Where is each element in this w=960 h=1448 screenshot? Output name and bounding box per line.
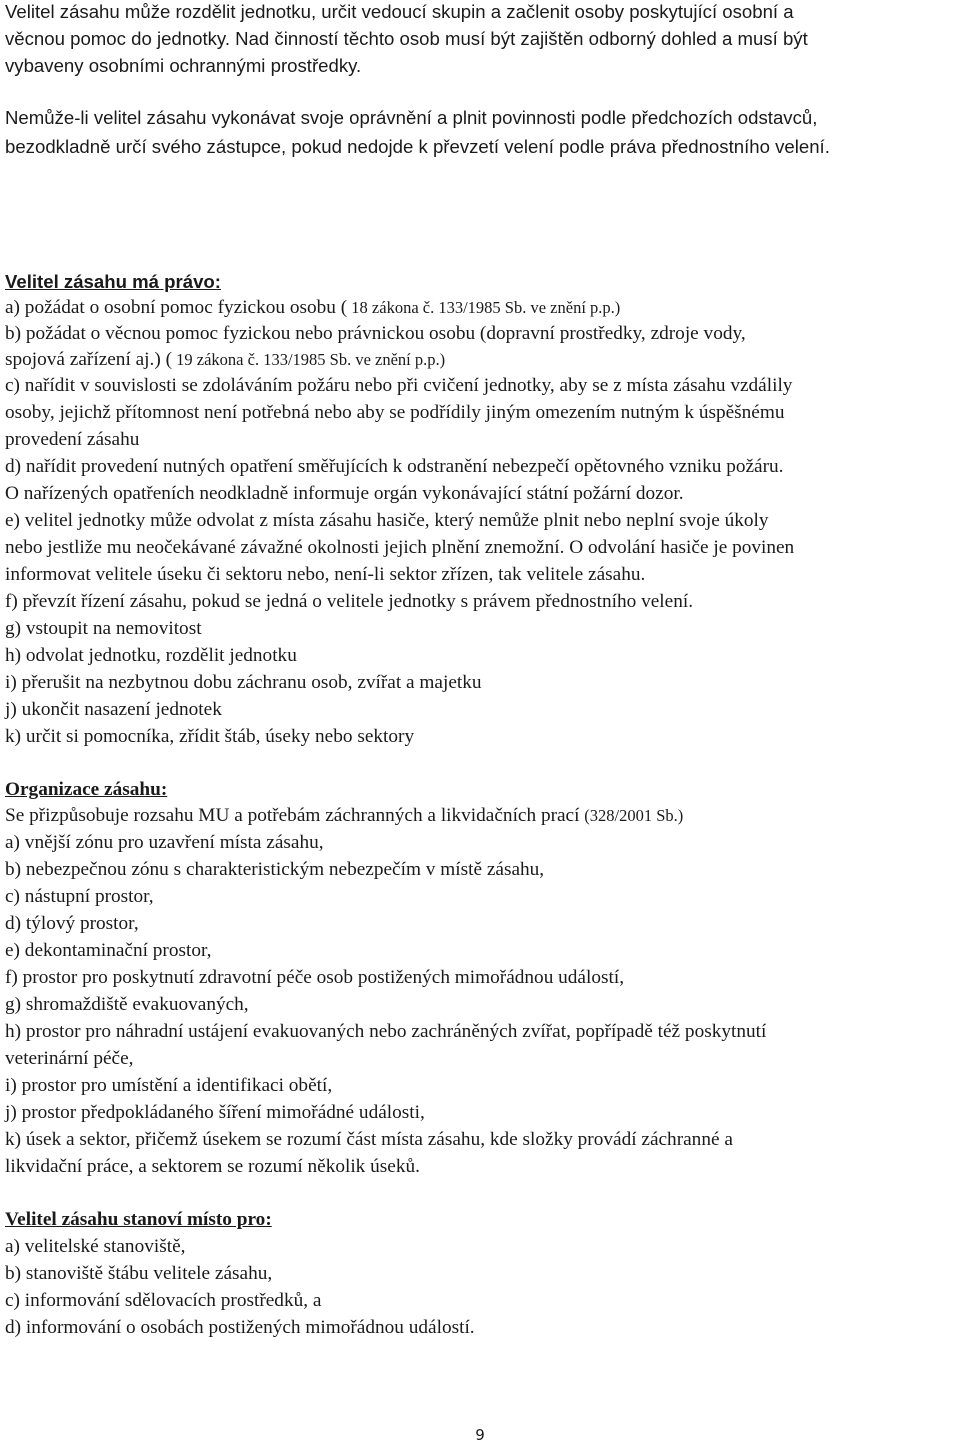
substitute-line: Nemůže-li velitel zásahu vykonávat svoje oprávnění a plnit povinnosti podle předchozích odstavců, [5, 107, 818, 128]
organization-line: i) prostor pro umístění a identifikaci obětí, [5, 1075, 333, 1096]
organization-heading: Organizace zásahu: [5, 779, 168, 800]
rights-item-a-text: a) požádat o osobní pomoc fyzickou osobu ( [5, 297, 348, 318]
intro-line: vybaveny osobními ochrannými prostředky. [5, 55, 362, 76]
rights-line: g) vstoupit na nemovitost [5, 618, 202, 639]
organization-line: a) vnější zónu pro uzavření místa zásahu, [5, 832, 324, 853]
organization-line: k) úsek a sektor, přičemž úsekem se rozumí část místa zásahu, kde složky provádí záchranné a [5, 1129, 733, 1150]
organization-line: f) prostor pro poskytnutí zdravotní péče osob postižených mimořádnou událostí, [5, 967, 625, 988]
rights-heading: Velitel zásahu má právo: [5, 271, 221, 292]
intro-line: věcnou pomoc do jednotky. Nad činností těchto osob musí být zajištěn odborný dohled a musí být [5, 28, 808, 49]
rights-item-a-reference: 18 zákona č. 133/1985 Sb. ve znění p.p.) [347, 298, 621, 317]
organization-line: h) prostor pro náhradní ustájení evakuovaných nebo zachráněných zvířat, popřípadě též poskytnutí [5, 1021, 767, 1042]
organization-line: j) prostor předpokládaného šíření mimořádné události, [5, 1102, 425, 1123]
organization-line: g) shromaždiště evakuovaných, [5, 994, 249, 1015]
rights-line: i) přerušit na nezbytnou dobu záchranu osob, zvířat a majetku [5, 672, 482, 693]
command-post-line: d) informování o osobách postižených mimořádnou událostí. [5, 1317, 475, 1338]
organization-line: e) dekontaminační prostor, [5, 940, 212, 961]
command-post-line: c) informování sdělovacích prostředků, a [5, 1290, 322, 1311]
rights-line: d) nařídit provedení nutných opatření směřujících k odstranění nebezpečí opětovného vzniku požáru. [5, 456, 784, 477]
rights-line: e) velitel jednotky může odvolat z místa zásahu hasiče, který nemůže plnit nebo neplní svoje úkoly [5, 510, 769, 531]
organization-line: c) nástupní prostor, [5, 886, 154, 907]
rights-item-b-text: spojová zařízení aj.) ( [5, 349, 173, 370]
command-post-heading: Velitel zásahu stanoví místo pro: [5, 1209, 272, 1230]
organization-intro-text: Se přizpůsobuje rozsahu MU a potřebám záchranných a likvidačních prací [5, 805, 585, 826]
rights-item-b [5, 348, 445, 372]
rights-line: nebo jestliže mu neočekávané závažné okolnosti jejich plnění znemožní. O odvolání hasiče je povinen [5, 537, 795, 558]
rights-line: c) nařídit v souvislosti se zdoláváním požáru nebo při cvičení jednotky, aby se z místa zásahu vzdálily [5, 375, 793, 396]
organization-line: b) nebezpečnou zónu s charakteristickým nebezpečím v místě zásahu, [5, 859, 545, 880]
rights-line: informovat velitele úseku či sektoru nebo, není-li sektor zřízen, tak velitele zásahu. [5, 564, 646, 585]
organization-line: veterinární péče, [5, 1048, 134, 1069]
rights-item-b-line: b) požádat o věcnou pomoc fyzickou nebo právnickou osobu (dopravní prostředky, zdroje vody, [5, 323, 746, 344]
intro-line: Velitel zásahu může rozdělit jednotku, určit vedoucí skupin a začlenit osoby poskytující osobní a [5, 1, 794, 22]
rights-line: j) ukončit nasazení jednotek [5, 699, 222, 720]
rights-line: provedení zásahu [5, 429, 140, 450]
page-number: 9 [475, 1426, 485, 1444]
rights-item-b-reference: 19 zákona č. 133/1985 Sb. ve znění p.p.) [172, 350, 446, 369]
command-post-line: a) velitelské stanoviště, [5, 1236, 186, 1257]
rights-line: O nařízených opatřeních neodkladně informuje orgán vykonávající státní požární dozor. [5, 483, 684, 504]
rights-line: f) převzít řízení zásahu, pokud se jedná o velitele jednotky s právem přednostního velení. [5, 591, 694, 612]
rights-line: osoby, jejichž přítomnost není potřebná nebo aby se podřídily jiným omezením nutným k úspěšnému [5, 402, 785, 423]
substitute-line: bezodkladně určí svého zástupce, pokud nedojde k převzetí velení podle práva přednostního velení. [5, 136, 830, 157]
organization-line: likvidační práce, a sektorem se rozumí několik úseků. [5, 1156, 420, 1177]
organization-line: d) týlový prostor, [5, 913, 139, 934]
organization-intro [5, 804, 683, 828]
rights-item-a [5, 296, 620, 320]
command-post-line: b) stanoviště štábu velitele zásahu, [5, 1263, 273, 1284]
rights-line: h) odvolat jednotku, rozdělit jednotku [5, 645, 297, 666]
rights-line: k) určit si pomocníka, zřídit štáb, úseky nebo sektory [5, 726, 415, 747]
organization-intro-reference: (328/2001 Sb.) [584, 806, 684, 825]
